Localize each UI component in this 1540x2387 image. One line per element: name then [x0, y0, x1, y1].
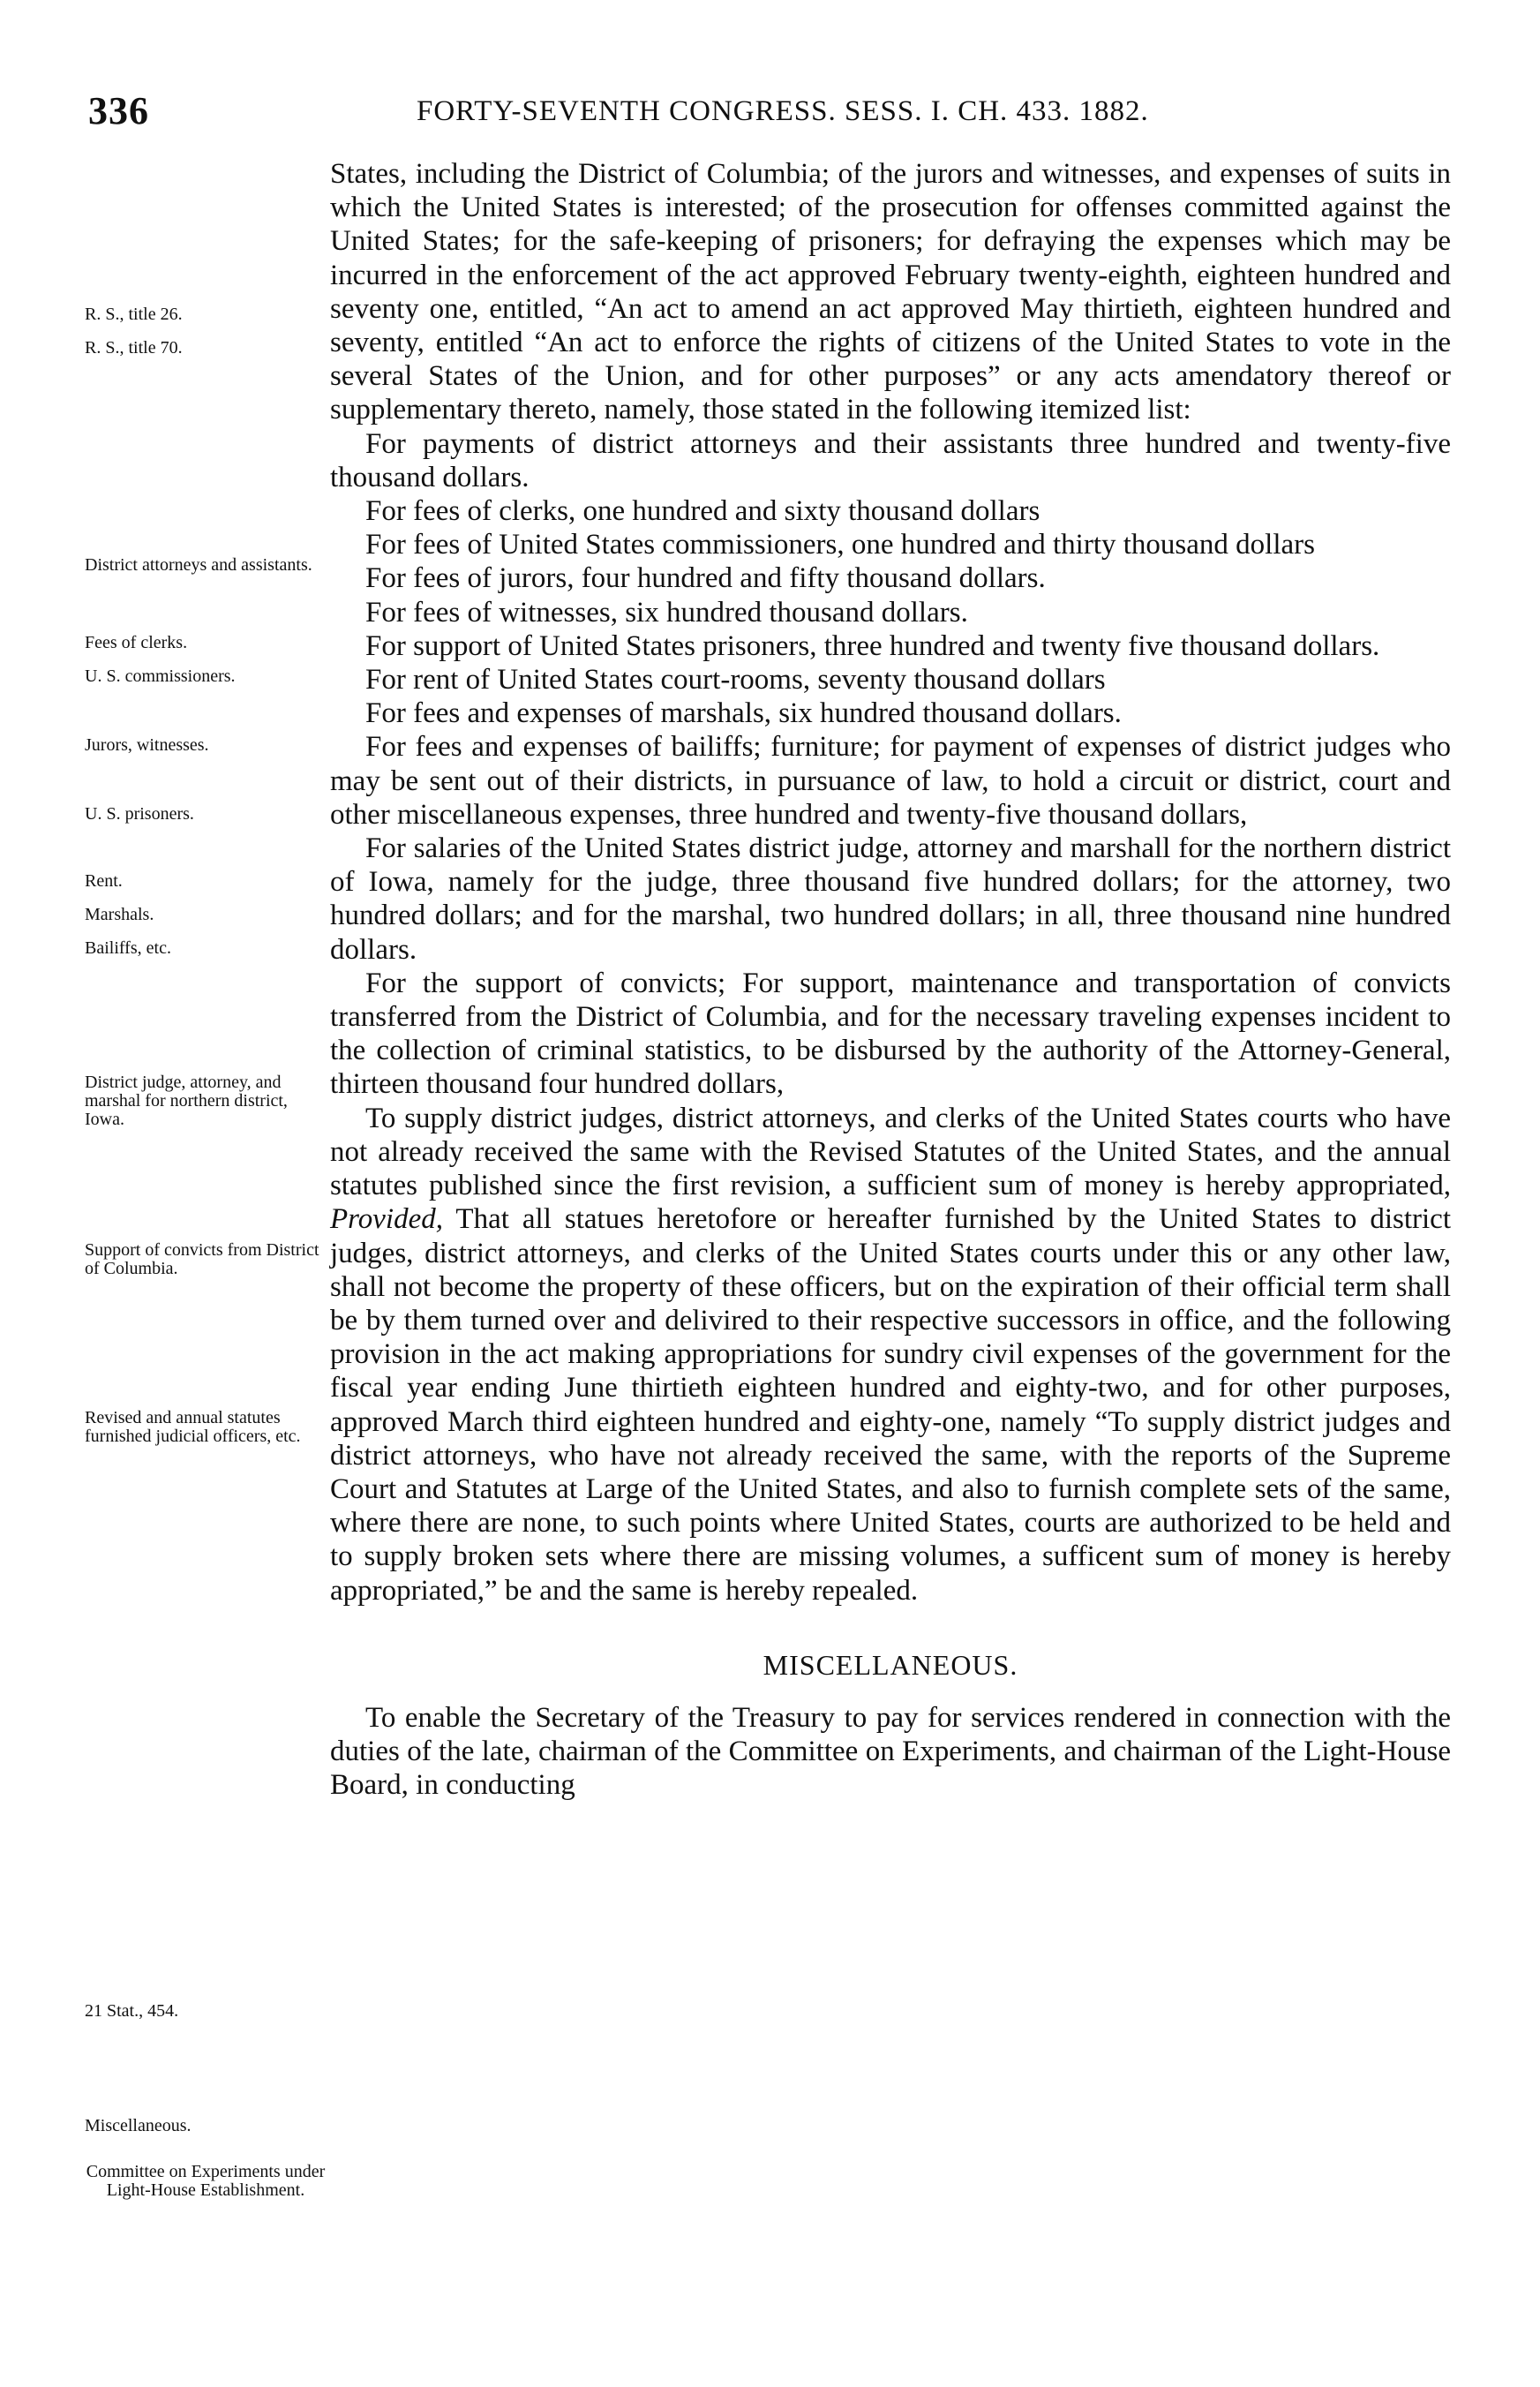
margin-note: Marshals.	[85, 905, 154, 924]
paragraph: States, including the District of Columbia; of the jurors and witnesses, and expenses of suits in which the United States is interested; of the prosecution for offenses committed against the United States; for the safe-keeping of prisoners; for defraying the expenses which may be incurred in the enforcement of the act approved February twenty-eighth, eighteen hundred and seventy one, entitled, “An act to amend an act approved May thirtieth, eighteen hundred and seventy, entitled “An act to enforce the rights of citizens of the United States to vote in the several States of the Union, and for other purposes” or any acts amendatory thereof or supplementary thereto, namely, those stated in the following itemized list:	[330, 158, 1451, 426]
paragraph: For fees and expenses of bailiffs; furniture; for payment of expenses of district judges who may be sent out of their districts, in pursuance of law, to hold a circuit or district, court and other miscellaneous expenses, three hundred and twenty-five thousand dollars,	[330, 731, 1451, 831]
margin-note: U. S. commissioners.	[85, 666, 236, 686]
margin-note: District judge, attorney, and marshal for northern district, Iowa.	[85, 1073, 288, 1129]
margin-note: Support of convicts from District of Columbia.	[85, 1240, 319, 1278]
margin-note: R. S., title 26.	[85, 305, 183, 324]
margin-note: R. S., title 70.	[85, 338, 183, 358]
paragraph: For fees of jurors, four hundred and fifty thousand dollars.	[365, 562, 1046, 595]
margin-note: Miscellaneous.	[85, 2116, 192, 2135]
paragraph: For rent of United States court-rooms, seventy thousand dollars	[365, 664, 1106, 697]
margin-note: Bailiffs, etc.	[85, 938, 171, 958]
paragraph-text: That all statues heretofore or hereafter furnished by the United States to district judges, district attorneys, and clerks of the United States courts under this or any other law, shall not become the property of these officers, but on the expiration of their official term shall be by them turned over and delivired to their respective successors in office, and the following provision in the act making appropriations for sundry civil expenses of the government for the fiscal year ending June thirtieth eighteen hundred and eighty-two, and for other purposes, approved March third eighteen hundred and eighty-one, namely “To supply district judges and district attorneys, who have not already received the same, with the reports of the Supreme Court and Statutes at Large of the United States, and also to furnish complete sets of the same, where there are none, to such points where United States, courts are authorized to be held and to supply broken sets where there are missing volumes, a sufficent sum of money is hereby appropriated,” be and the same is hereby repealed.	[330, 1203, 1451, 1607]
margin-note: Fees of clerks.	[85, 633, 188, 652]
page-number: 336	[88, 89, 149, 132]
paragraph: For payments of district attorneys and their assistants three hundred and twenty-five thousand dollars.	[330, 427, 1451, 493]
margin-note: Rent.	[85, 871, 123, 891]
paragraph: To enable the Secretary of the Treasury to pay for services rendered in connection with the duties of the late, chairman of the Committee on Experiments, and chairman of the Light-House Board, in conducting	[330, 1701, 1451, 1802]
statute-body	[330, 157, 1451, 1803]
paragraph: For fees of witnesses, six hundred thousand dollars.	[365, 596, 968, 629]
page-header	[0, 88, 1540, 141]
margin-note: Committee on Experiments under Light-House Establishment.	[86, 2162, 326, 2200]
paragraph: For fees of clerks, one hundred and sixty thousand dollars	[365, 495, 1040, 528]
paragraph: For support of United States prisoners, three hundred and twenty five thousand dollars.	[365, 629, 1380, 662]
section-heading: MISCELLANEOUS.	[762, 1648, 1018, 1681]
margin-note: District attorneys and assistants.	[85, 555, 312, 575]
margin-note: U. S. prisoners.	[85, 804, 194, 824]
paragraph: For salaries of the United States district judge, attorney and marshall for the northern district of Iowa, namely for the judge, three thousand five hundred dollars; for the attorney, two hundred dollars; and for the marshal, two hundred dollars; in all, three thousand nine hundred dollars.	[330, 832, 1451, 966]
proviso-label: Provided,	[330, 1203, 443, 1236]
margin-note: 21 Stat., 454.	[85, 2001, 179, 2021]
paragraph: For fees of United States commissioners, one hundred and thirty thousand dollars	[365, 529, 1315, 561]
running-head: FORTY-SEVENTH CONGRESS. SESS. I. CH. 433. 1882.	[417, 95, 1149, 127]
paragraph: For the support of convicts; For support, maintenance and transportation of convicts transferred from the District of Columbia, and for the necessary traveling expenses incident to the collection of criminal statistics, to be disbursed by the authority of the Attorney-General, thirteen thousand four hundred dollars,	[330, 967, 1451, 1101]
paragraph: For fees and expenses of marshals, six hundred thousand dollars.	[365, 697, 1122, 730]
paragraph-text: To supply district judges, district attorneys, and clerks of the United States courts who have not already received the same with the Revised Statutes of the United States, and the annual statutes published since the first revision, a sufficient sum of money is hereby appropriated,	[330, 1102, 1451, 1202]
paragraph	[330, 1102, 1451, 1608]
margin-note: Revised and annual statutes furnished judicial officers, etc.	[85, 1408, 301, 1446]
margin-note: Jurors, witnesses.	[85, 735, 209, 755]
